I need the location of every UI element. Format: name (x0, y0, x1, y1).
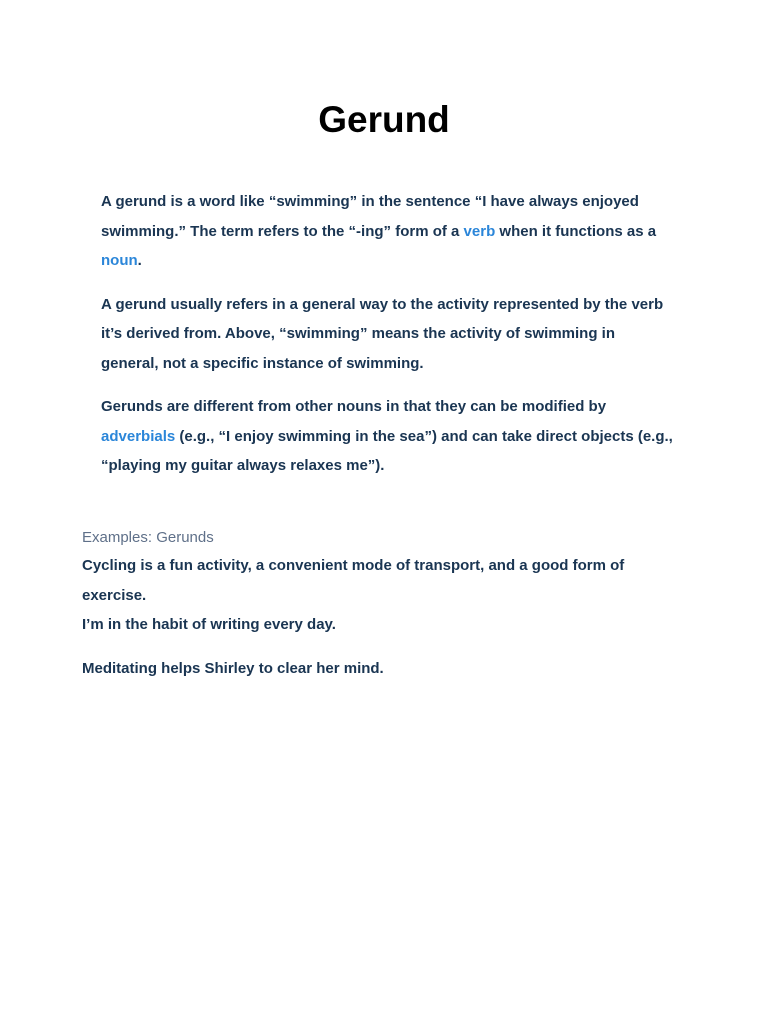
example-sentence: I’m in the habit of writing every day. (82, 616, 336, 633)
definition-paragraph (101, 187, 676, 276)
page-title: Gerund (318, 99, 450, 140)
modifiers-text-part-2: (e.g., “I enjoy swimming in the sea”) and can take direct objects (e.g., “playing my guitar always relaxes me”). (101, 427, 673, 474)
definition-text-part-1: A gerund is a word like “swimming” in the sentence “I have always enjoyed swimming.” The term refers to the “-ing” form of a (101, 193, 639, 240)
definition-text-part-3: . (137, 252, 142, 269)
definition-text-part-2: when it functions as a (495, 222, 657, 240)
modifiers-paragraph (101, 392, 676, 481)
intro-section (101, 187, 676, 495)
adverbials-link[interactable]: adverbials (101, 427, 176, 445)
verb-link[interactable]: verb (463, 222, 496, 240)
examples-section (82, 524, 672, 683)
modifiers-text-part-1: Gerunds are different from other nouns in that they can be modified by (101, 398, 607, 415)
example-sentence: Meditating helps Shirley to clear her mind. (82, 659, 384, 677)
example-sentence: Cycling is a fun activity, a convenient mode of transport, and a good form of exercise. (82, 557, 625, 604)
examples-heading: Examples: Gerunds (82, 529, 214, 546)
usage-paragraph: A gerund usually refers in a general way to the activity represented by the verb it’s derived from. Above, “swimming” means the activity of swimming in general, not a specific instance of swimming. (101, 295, 664, 372)
noun-link[interactable]: noun (101, 252, 138, 269)
